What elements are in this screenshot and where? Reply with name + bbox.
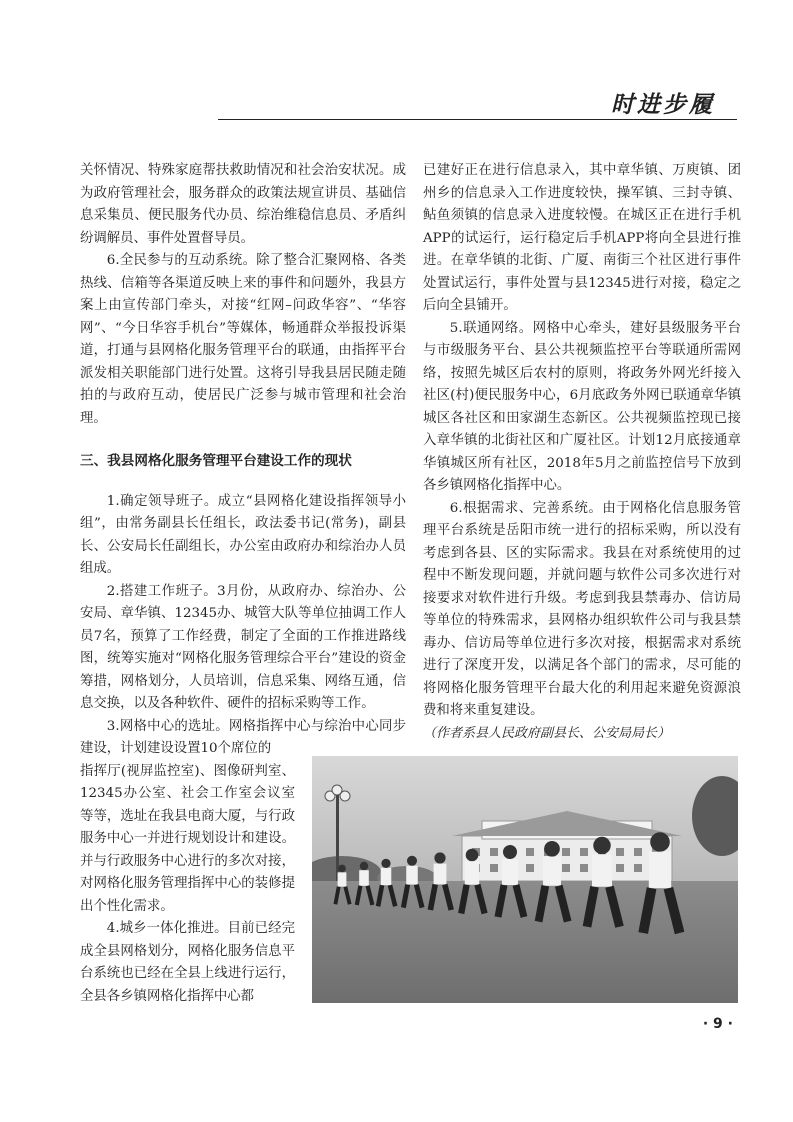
paragraph: 已建好正在进行信息录入，其中章华镇、万庾镇、团州乡的信息录入工作进度较快，操军镇、三封寺镇、鲇鱼须镇的信息录入进度较慢。在城区正在进行手机APP的试运行，运行稳定后手机APP将向全县进行推进。在章华镇的北街、广厦、南街三个社区进行事件处置试运行，事件处置与县12345进行对接，稳定之后向全县铺开。	[423, 163, 741, 313]
paragraph: 3.网格中心的选址。网格指挥中心与综治中心同步建设，计划建设设置10个席位的	[80, 718, 406, 756]
paragraph: 2.搭建工作班子。3月份，从政府办、综治办、公安局、章华镇、12345办、城管大队等单位抽调工作人员7名，预算了工作经费，制定了全面的工作推进路线图，统筹实施对“网格化服务管理综合平台”建设的资金筹措，网格划分，人员培训，信息采集、网络互通，信息交换，以及各种软件、硬件的招标采购等工作。	[80, 583, 406, 711]
page-number: · 9 ·	[702, 1016, 733, 1032]
paragraph: 6.全民参与的互动系统。除了整合汇聚网格、各类热线、信箱等各渠道反映上来的事件和问题外，我县方案上由宣传部门牵头，对接“红网–问政华容”、“华容网”、“今日华容手机台”等媒体，畅通群众举报投诉渠道，打通与县网格化服务管理平台的联通，由指挥平台派发相关职能部门进行处置。这将引导我县居民随走随拍的与政府互动，使居民广泛参与城市管理和社会治理。	[80, 253, 406, 426]
header-rule	[218, 119, 737, 120]
paragraph: 1.确定领导班子。成立“县网格化建设指挥领导小组”，由常务副县长任组长，政法委书记(常务)，副县长、公安局长任副组长，办公室由政府办和综治办人员组成。	[80, 493, 406, 576]
paragraph: 关怀情况、特殊家庭帮扶救助情况和社会治安状况。成为政府管理社会，服务群众的政策法规宣讲员、基础信息采集员、便民服务代办员、综治维稳信息员、矛盾纠纷调解员、事件处置督导员。	[80, 163, 406, 246]
author-signature: （作者系县人民政府副县长、公安局局长）	[423, 725, 671, 741]
paragraph: 4.城乡一体化推进。目前已经完成全县网格划分，网格化服务信息平台系统也已经在全县上线进行运行，全县各乡镇网格化指挥中心都	[80, 921, 295, 1004]
right-column	[423, 160, 741, 745]
paragraph: 6.根据需求、完善系统。由于网格化信息服务管理平台系统是岳阳市统一进行的招标采购，所以没有考虑到各县、区的实际需求。我县在对系统使用的过程中不断发现问题，并就问题与软件公司多次进行对接要求对软件进行升级。考虑到我县禁毒办、信访局等单位的特殊需求，县网格办组织软件公司与我县禁毒办、信访局等单位进行多次对接，根据需求对系统进行了深度开发，以满足各个部门的需求，尽可能的将网格化服务管理平台最大化的利用起来避免资源浪费和将来重复建设。	[423, 500, 741, 718]
section-heading: 三、我县网格化服务管理平台建设工作的现状	[80, 453, 352, 469]
paragraph: 5.联通网络。网格中心牵头，建好县级服务平台与市级服务平台、县公共视频监控平台等联通所需网络，按照先城区后农村的原则，将政务外网光纤接入社区(村)便民服务中心，6月底政务外网已联通章华镇城区各社区和田家湖生态新区。公共视频监控现已接入章华镇的北街社区和广厦社区。计划12月底接通章华镇城区所有社区，2018年5月之前监控信号下放到各乡镇网格化指挥中心。	[423, 320, 741, 493]
column-title: 时进步履	[611, 91, 715, 118]
paragraph: 指挥厅(视屏监控室)、图像研判室、12345办公室、社会工作室会议室等等，选址在我县电商大厦，与行政服务中心一并进行规划设计和建设。并与行政服务中心进行的多次对接，对网格化服务管理指挥中心的装修提出个性化需求。	[80, 763, 295, 914]
marching-police-photo	[312, 756, 738, 1003]
photo-illustration	[312, 756, 738, 1003]
